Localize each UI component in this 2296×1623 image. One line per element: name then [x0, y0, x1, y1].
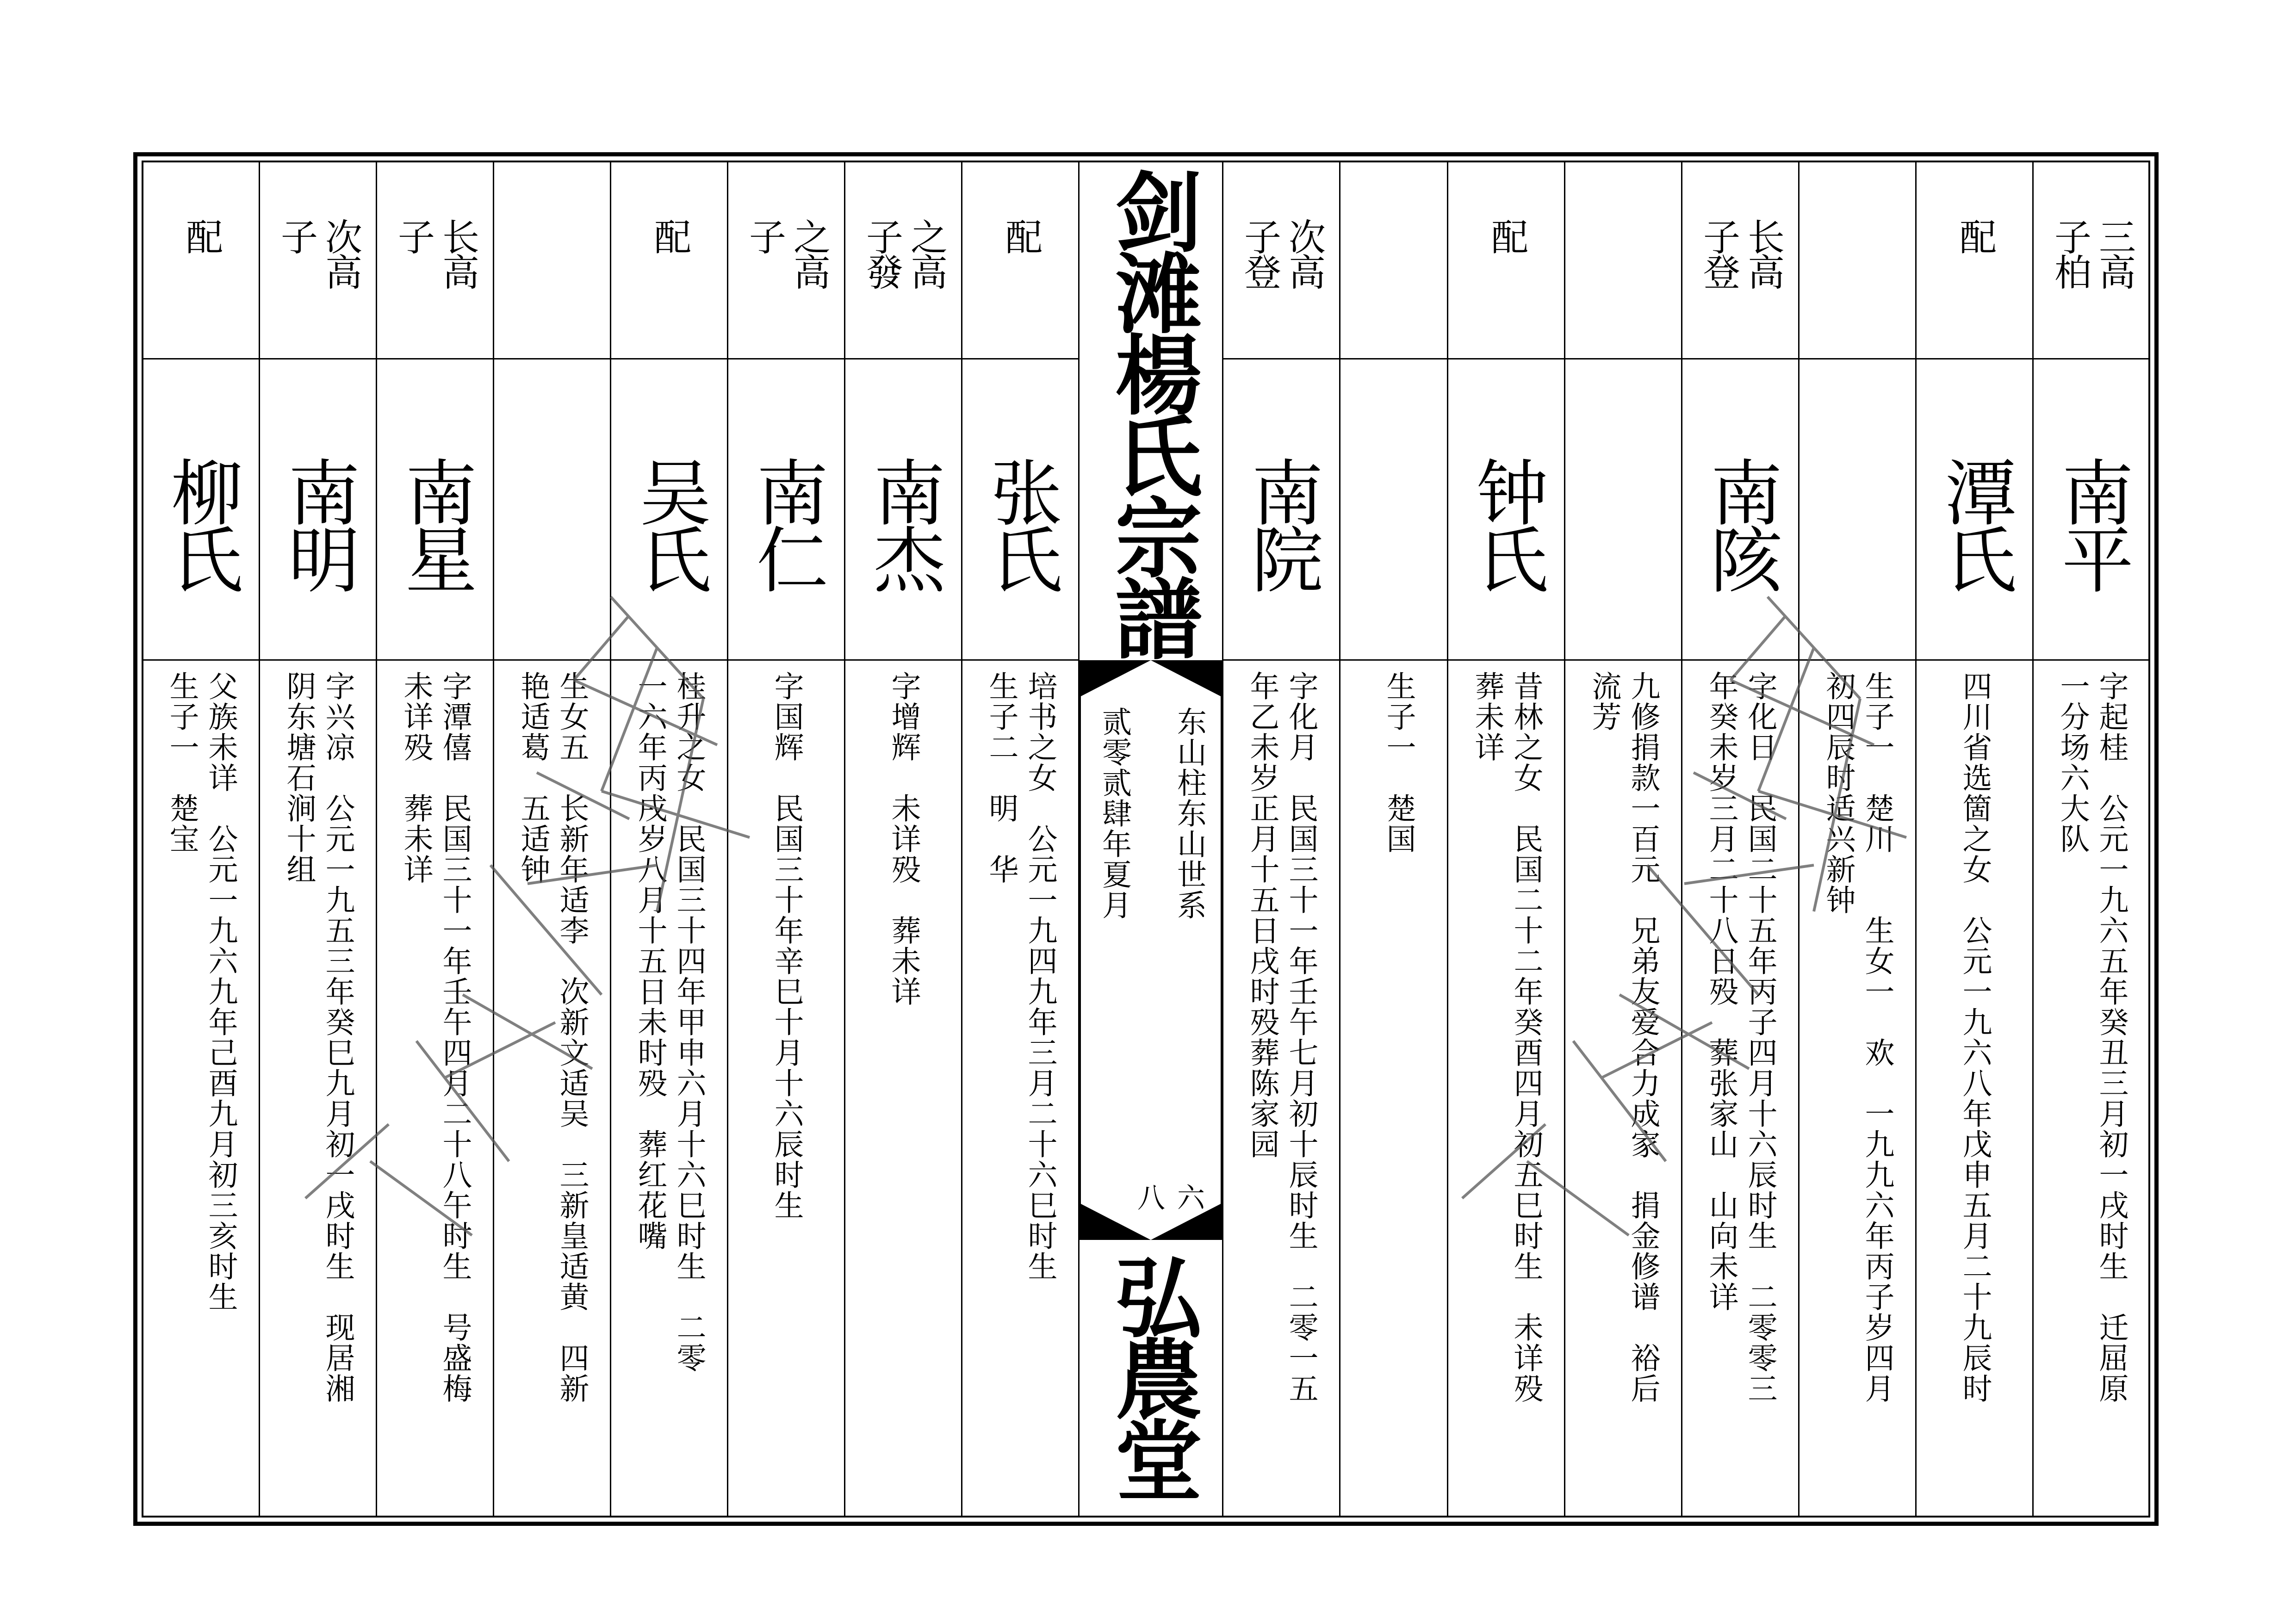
- biography-text: 九修捐款一百元 兄弟友爱合力成家 捐金修谱 裕后 流芳: [1587, 671, 1660, 1404]
- relation-label: 配: [180, 218, 223, 253]
- biography-text: 字国辉 民国三十年辛巳十月十六辰时生: [769, 671, 804, 1220]
- column-divider: [1222, 161, 1223, 1518]
- biography-text: 生子一 楚国: [1381, 671, 1416, 854]
- column-divider: [1798, 161, 1800, 1518]
- spine-bottom-chevron: [1079, 1203, 1222, 1240]
- record-column: [611, 161, 728, 1518]
- person-name: 南仁: [745, 456, 829, 590]
- column-divider: [961, 161, 962, 1518]
- record-column: [260, 161, 377, 1518]
- biography-text: 生女五 长新年适李 次新文适吴 三新皇适黄 四新 艳适葛 五适钟: [515, 671, 589, 1404]
- person-name: 柳氏: [159, 456, 243, 590]
- column-divider: [1681, 161, 1682, 1518]
- relation-label: 配: [999, 218, 1043, 253]
- person-name: 南明: [276, 456, 360, 590]
- column-divider: [1447, 161, 1448, 1518]
- biography-text: 桂升之女 民国三十四年甲申六月十六巳时生 二零 一六年丙戌岁八月十五日未时殁 葬红花嘴: [633, 671, 706, 1373]
- column-divider: [376, 161, 377, 1518]
- record-column: [1340, 161, 1457, 1518]
- biography-text: 字兴凉 公元一九五三年癸巳九月初一戌时生 现居湘 阴东塘石涧十组: [281, 671, 355, 1404]
- record-column: [962, 161, 1079, 1518]
- biography-text: 字起桂 公元一九六五年癸丑三月初一戌时生 迁屈原 一分场六大队: [2055, 671, 2128, 1404]
- biography-text: 字化月 民国三十一年壬午七月初十辰时生 二零一五 年乙未岁正月十五日戌时殁葬陈家园: [1245, 671, 1318, 1404]
- biography-text: 字增辉 未详殁 葬未详: [886, 671, 921, 1007]
- person-name: 南平: [2050, 456, 2134, 590]
- relation-label: 次高 子登: [1238, 218, 1326, 288]
- relation-label: 配: [1485, 218, 1528, 253]
- record-column: [494, 161, 611, 1518]
- spine-top-chevron: [1079, 660, 1222, 697]
- relation-label: 长高 子登: [1697, 218, 1785, 288]
- record-column: [1799, 161, 1916, 1518]
- person-name: 潭氏: [1933, 456, 2017, 590]
- lineage-series: 东山柱东山世系: [1172, 706, 1206, 920]
- spine-middle: [1079, 660, 1222, 1240]
- record-column: [377, 161, 494, 1518]
- record-column: [2033, 161, 2150, 1518]
- column-divider: [2032, 161, 2034, 1518]
- relation-label: 之高 子: [743, 218, 831, 288]
- biography-text: 字潭僖 民国三十一年壬午四月二十八午时生 号盛梅 未详殁 葬未详: [398, 671, 472, 1404]
- person-name: 钟氏: [1464, 456, 1549, 590]
- column-divider: [259, 161, 260, 1518]
- compilation-date: 贰零贰肆年夏月: [1097, 706, 1131, 920]
- page-number: 六八: [1133, 1183, 1205, 1212]
- column-divider: [1564, 161, 1565, 1518]
- column-divider: [1339, 161, 1340, 1518]
- record-column: [1448, 161, 1565, 1518]
- person-name: 张氏: [979, 456, 1063, 590]
- relation-label: 配: [648, 218, 691, 253]
- column-divider: [727, 161, 728, 1518]
- person-name: 南陔: [1699, 456, 1783, 590]
- column-divider: [844, 161, 845, 1518]
- relation-label: 三高 子柏: [2048, 218, 2136, 288]
- record-column: [728, 161, 845, 1518]
- biography-text: 四川省选箇之女 公元一九六八年戊申五月二十九辰时: [1957, 671, 1992, 1404]
- hall-name: 弘農堂: [1100, 1253, 1202, 1497]
- biography-text: 字化日 民国二十五年丙子四月十六辰时生 二零零三 年癸未岁三月二十八日殁 葬张家山 山向未详: [1704, 671, 1777, 1404]
- column-divider: [610, 161, 611, 1518]
- person-name: 南星: [393, 456, 478, 590]
- biography-text: 生子一 楚川 生女一 欢 一九九六年丙子岁四月 初四辰时适兴新钟: [1821, 671, 1894, 1404]
- book-spine: [1079, 161, 1222, 1518]
- column-divider: [1078, 161, 1080, 1518]
- record-column: [1565, 161, 1682, 1518]
- record-column: [845, 161, 962, 1518]
- biography-text: 培书之女 公元一九四九年三月二十六巳时生 生子二 明 华: [984, 671, 1057, 1282]
- record-column: [143, 161, 260, 1518]
- genealogy-title: 剑滩楊氏宗譜: [1100, 167, 1202, 656]
- record-column: [1223, 161, 1340, 1518]
- person-name: 南院: [1240, 456, 1324, 590]
- record-column: [1916, 161, 2033, 1518]
- person-name: 吴氏: [627, 456, 712, 590]
- column-divider: [493, 161, 494, 1518]
- record-column: [1682, 161, 1799, 1518]
- relation-label: 之高 子發: [860, 218, 948, 288]
- relation-label: 次高 子: [274, 218, 362, 288]
- column-divider: [1915, 161, 1917, 1518]
- person-name: 南杰: [862, 456, 946, 590]
- biography-text: 父族未详 公元一九六九年己酉九月初三亥时生 生子一 楚宝: [164, 671, 238, 1312]
- relation-label: 配: [1953, 218, 1997, 253]
- relation-label: 长高 子: [391, 218, 479, 288]
- biography-text: 昔林之女 民国二十二年癸酉四月初五巳时生 未详殁 葬未详: [1470, 671, 1543, 1404]
